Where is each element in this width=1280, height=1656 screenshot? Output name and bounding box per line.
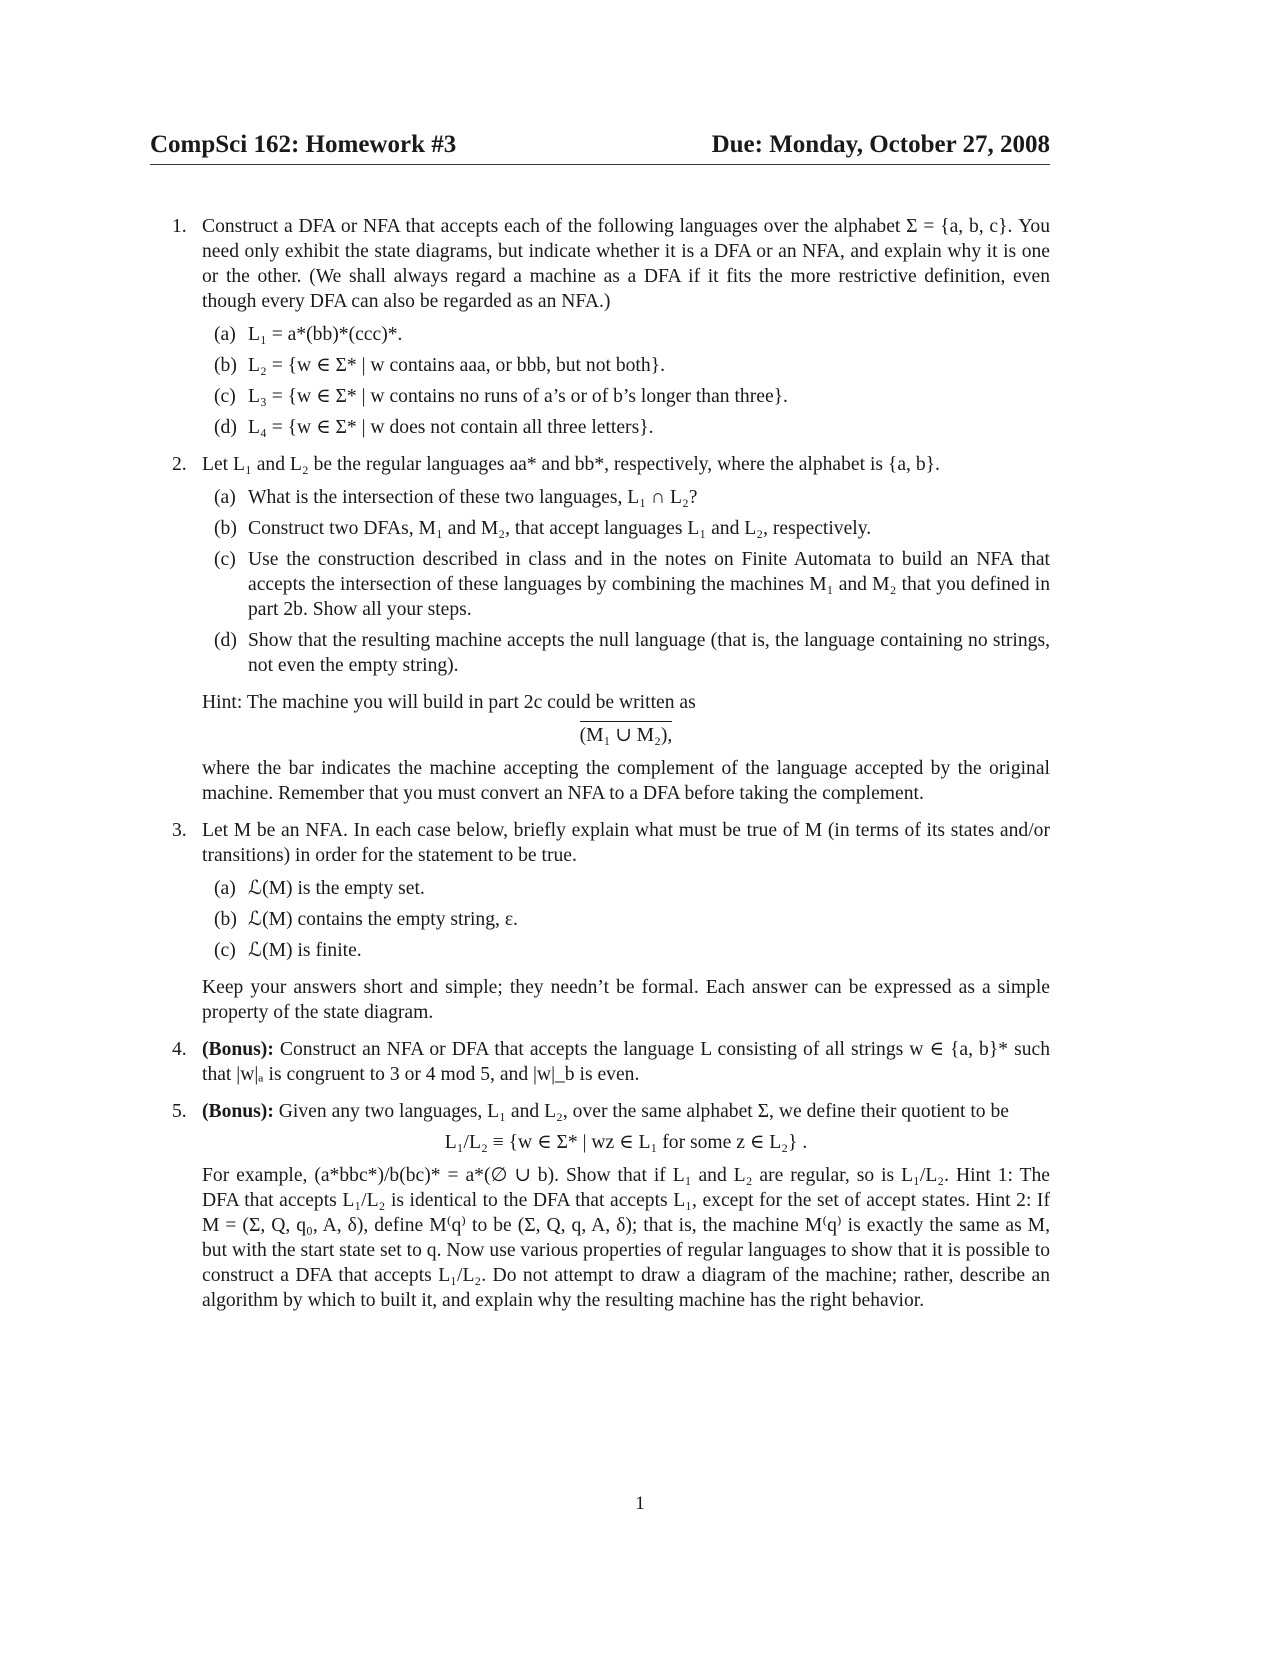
problem-4	[150, 1037, 1050, 1087]
subpart-b	[202, 516, 1050, 541]
subpart-text: Show that the resulting machine accepts the null language (that is, the language containing no strings, not even the empty string).	[248, 630, 1050, 676]
subpart-text: ℒ(M) contains the empty string, ε.	[248, 909, 518, 930]
formula-explanation: where the bar indicates the machine accepting the complement of the language accepted by the original machine. Remember that you must convert an NFA to a DFA before taking the complement.	[202, 758, 1050, 804]
problem-5	[150, 1099, 1050, 1313]
subpart-text: ℒ(M) is the empty set.	[248, 878, 425, 899]
subpart-d	[202, 415, 1050, 440]
subparts	[202, 485, 1050, 678]
problem-number: 5.	[172, 1101, 187, 1122]
header	[150, 130, 1050, 165]
subpart-label: (a)	[214, 487, 236, 508]
subpart-c	[202, 384, 1050, 409]
formula-block	[202, 721, 1050, 748]
subpart-label: (d)	[214, 630, 237, 651]
problem-text: Construct an NFA or DFA that accepts the language L consisting of all strings w ∈ {a, b}* such that |w|ₐ is congruent to 3 or 4 mod 5, and |w|_b is even.	[202, 1039, 1050, 1085]
problem-body	[202, 1099, 1050, 1124]
problem-1	[150, 214, 1050, 440]
subpart-label: (c)	[214, 940, 236, 961]
hint-text: Hint: The machine you will build in part 2c could be written as	[202, 692, 696, 713]
bonus-label: (Bonus):	[202, 1039, 274, 1060]
subpart-text: What is the intersection of these two languages, L₁ ∩ L₂?	[248, 487, 698, 508]
subpart-c	[202, 938, 1050, 963]
bonus-label: (Bonus):	[202, 1101, 274, 1122]
subpart-text: L₁ = a*(bb)*(ccc)*.	[248, 324, 403, 345]
subpart-text: ℒ(M) is finite.	[248, 940, 362, 961]
problem-text: Given any two languages, L₁ and L₂, over the same alphabet Σ, we define their quotient to be	[278, 1101, 1009, 1122]
subpart-label: (b)	[214, 909, 237, 930]
subpart-label: (d)	[214, 417, 237, 438]
problem-text: Construct a DFA or NFA that accepts each of the following languages over the alphabet Σ = {a, b, c}. You need only exhibit the state diagrams, but indicate whether it is a DFA or an NFA, and explain why it is one or the other. (We shall always regard a machine as a DFA if it fits the more restrictive definition, even though every DFA can also be regarded as an NFA.)	[202, 216, 1050, 312]
subpart-text: Use the construction described in class and in the notes on Finite Automata to build an NFA that accepts the intersection of these languages by combining the machines M₁ and M₂ that you defined in part 2b. Show all your steps.	[248, 549, 1050, 620]
subparts	[202, 322, 1050, 440]
subpart-b	[202, 907, 1050, 932]
subpart-text: L₄ = {w ∈ Σ* | w does not contain all three letters}.	[248, 417, 654, 438]
problem-3	[150, 818, 1050, 1025]
subpart-text: Construct two DFAs, M₁ and M₂, that accept languages L₁ and L₂, respectively.	[248, 518, 872, 539]
problem-text: Let L₁ and L₂ be the regular languages aa* and bb*, respectively, where the alphabet is {a, b}.	[202, 454, 940, 475]
subpart-label: (c)	[214, 549, 236, 570]
problem-body	[202, 1037, 1050, 1087]
subpart-label: (a)	[214, 324, 236, 345]
problem-number: 4.	[172, 1039, 187, 1060]
problem-number: 3.	[172, 820, 187, 841]
subpart-text: L₂ = {w ∈ Σ* | w contains aaa, or bbb, but not both}.	[248, 355, 665, 376]
subpart-label: (a)	[214, 878, 236, 899]
problem-number: 2.	[172, 454, 187, 475]
problem-number: 1.	[172, 216, 187, 237]
complement-formula: (M₁ ∪ M₂),	[580, 721, 673, 748]
subpart-text: L₃ = {w ∈ Σ* | w contains no runs of a’s or of b’s longer than three}.	[248, 386, 788, 407]
subpart-c	[202, 547, 1050, 622]
course-title: CompSci 162: Homework #3	[150, 131, 457, 158]
due-date: Due: Monday, October 27, 2008	[711, 131, 1050, 158]
problem-note: Keep your answers short and simple; they needn’t be formal. Each answer can be expressed as a simple property of the state diagram.	[202, 977, 1050, 1023]
subpart-d	[202, 628, 1050, 678]
subpart-b	[202, 353, 1050, 378]
page-number: 1	[635, 1493, 645, 1514]
subparts	[202, 876, 1050, 963]
subpart-a	[202, 485, 1050, 510]
subpart-label: (b)	[214, 355, 237, 376]
problem-2	[150, 452, 1050, 806]
problem-continuation: For example, (a*bbc*)/b(bc)* = a*(∅ ∪ b). Show that if L₁ and L₂ are regular, so is L₁/L₂. Hint 1: The DFA that accepts L₁/L₂ is identical to the DFA that accepts L₁, except for the set of accept states. Hint 2: If M = (Σ, Q, q₀, A, δ), define M⁽q⁾ to be (Σ, Q, q, A, δ); that is, the machine M⁽q⁾ is exactly the same as M, but with the start state set to q. Now use various properties of regular languages to show that it is possible to construct a DFA that accepts L₁/L₂. Do not attempt to draw a diagram of the machine; rather, describe an algorithm by which to built it, and explain why the resulting machine has the right behavior.	[202, 1165, 1050, 1311]
subpart-label: (b)	[214, 518, 237, 539]
quotient-formula: L₁/L₂ ≡ {w ∈ Σ* | wz ∈ L₁ for some z ∈ L₂} .	[444, 1132, 808, 1153]
problem-text: Let M be an NFA. In each case below, briefly explain what must be true of M (in terms of its states and/or transitions) in order for the statement to be true.	[202, 820, 1050, 866]
subpart-label: (c)	[214, 386, 236, 407]
problem-list	[150, 214, 1050, 1325]
subpart-a	[202, 322, 1050, 347]
subpart-a	[202, 876, 1050, 901]
